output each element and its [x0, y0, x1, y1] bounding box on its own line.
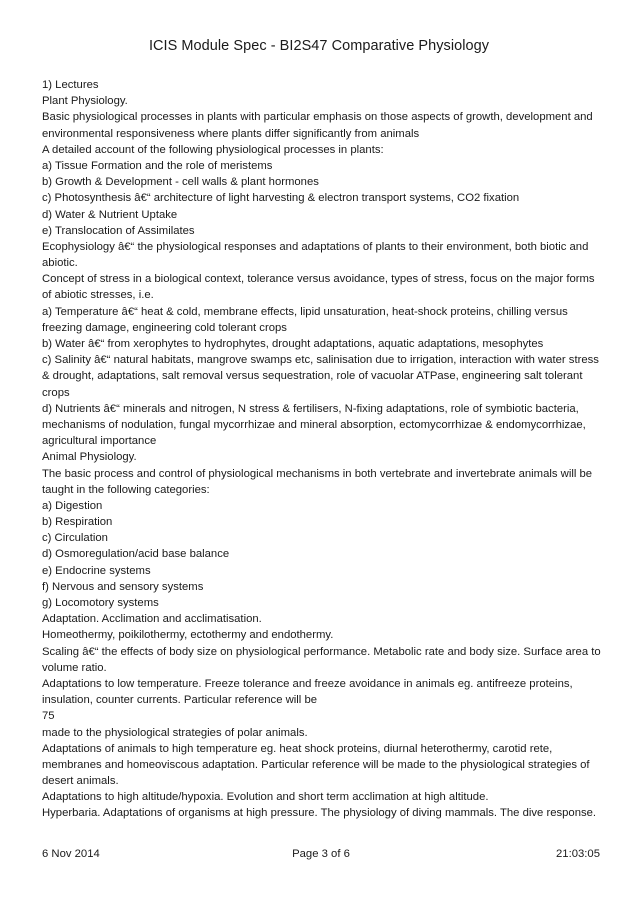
text-line: e) Endocrine systems [42, 564, 151, 577]
page-title: ICIS Module Spec - BI2S47 Comparative Physiology [148, 38, 490, 54]
text-line: Adaptation. Acclimation and acclimatisation. [42, 613, 262, 626]
text-line: a) Digestion [42, 499, 103, 512]
page-number: Page 3 of 6 [292, 848, 350, 860]
text-line: c) Circulation [42, 532, 108, 545]
text-line: d) Osmoregulation/acid base balance [42, 548, 230, 561]
text-line: b) Water â€“ from xerophytes to hydrophytes, drought adaptations, aquatic adaptations, mesophytes [42, 338, 544, 350]
text-line: Animal Physiology. [42, 451, 137, 464]
footer-date: 6 Nov 2014 [42, 848, 100, 860]
text-line: g) Locomotory systems [42, 597, 159, 609]
text-line: crops [42, 386, 70, 399]
text-line: mechanisms of nodulation, fungal mycorrhizae and mineral absorption, ectomycorrhizae & endomycorrhizae, [42, 418, 586, 431]
text-line: of abiotic stresses, i.e. [42, 289, 154, 302]
text-line: Hyperbaria. Adaptations of organisms at high pressure. The physiology of diving mammals. The dive response. [42, 807, 597, 820]
footer-time: 21:03:05 [556, 848, 600, 860]
text-line: Adaptations to low temperature. Freeze tolerance and freeze avoidance in animals eg. antifreeze proteins, [42, 677, 573, 690]
text-line: 1) Lectures [42, 79, 99, 91]
text-line: d) Water & Nutrient Uptake [42, 208, 178, 221]
text-line: agricultural importance [42, 435, 157, 448]
text-line: Adaptations of animals to high temperature eg. heat shock proteins, diurnal heterothermy, carotid rete, [42, 742, 553, 755]
text-line: d) Nutrients â€“ minerals and nitrogen, N stress & fertilisers, N-fixing adaptations, role of symbiotic bacteria, [42, 402, 579, 415]
text-line: taught in the following categories: [42, 483, 210, 496]
text-line: b) Respiration [42, 516, 113, 529]
text-line: made to the physiological strategies of polar animals. [42, 726, 308, 739]
text-line: Homeothermy, poikilothermy, ectothermy and endothermy. [42, 629, 334, 642]
text-line: The basic process and control of physiological mechanisms in both vertebrate and invertebrate animals will be [42, 467, 593, 480]
text-line: environmental responsiveness where plants differ significantly from animals [42, 127, 420, 140]
text-line: desert animals. [42, 775, 119, 788]
text-line: abiotic. [42, 257, 78, 270]
text-line: a) Tissue Formation and the role of meristems [42, 159, 273, 172]
text-line: & drought, adaptations, salt removal versus sequestration, role of vacuolar ATPase, engineering salt tolerant [42, 370, 583, 383]
text-line: a) Temperature â€“ heat & cold, membrane effects, lipid unsaturation, heat-shock proteins, chilling versus [42, 305, 568, 318]
text-line: Concept of stress in a biological context, tolerance versus avoidance, types of stress, focus on the major forms [42, 273, 595, 286]
text-line: c) Photosynthesis â€“ architecture of light harvesting & electron transport systems, CO2 fixation [42, 192, 520, 205]
text-line: e) Translocation of Assimilates [42, 224, 195, 237]
text-line: volume ratio. [42, 661, 107, 674]
document-body [42, 77, 602, 822]
text-line: f) Nervous and sensory systems [42, 580, 204, 593]
text-line: b) Growth & Development - cell walls & plant hormones [42, 176, 319, 189]
text-line: Ecophysiology â€“ the physiological responses and adaptations of plants to their environment, both biotic and [42, 240, 589, 253]
text-line: A detailed account of the following physiological processes in plants: [42, 143, 384, 156]
text-line: insulation, counter currents. Particular reference will be [42, 694, 318, 707]
text-line: freezing damage, engineering cold tolerant crops [42, 321, 287, 334]
text-line: Plant Physiology. [42, 95, 128, 108]
text-line: Scaling â€“ the effects of body size on physiological performance. Metabolic rate and body size. Surface area to [42, 645, 601, 658]
text-line: membranes and homeoviscous adaptation. Particular reference will be made to the physiological strategies of [42, 758, 590, 771]
text-line: 75 [42, 710, 55, 723]
text-line: Basic physiological processes in plants with particular emphasis on those aspects of growth, development and [42, 111, 593, 124]
text-line: Adaptations to high altitude/hypoxia. Evolution and short term acclimation at high altitude. [42, 791, 489, 804]
text-line: c) Salinity â€“ natural habitats, mangrove swamps etc, salinisation due to irrigation, interaction with water stress [42, 354, 599, 367]
